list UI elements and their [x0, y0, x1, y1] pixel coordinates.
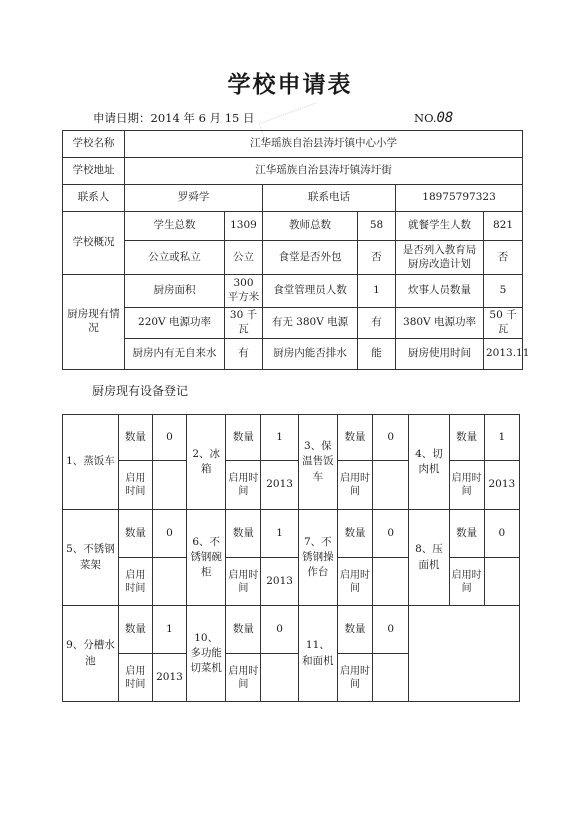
qty-label: 数量: [118, 510, 152, 558]
equipment-qty: 0: [152, 510, 186, 558]
row-school-name: [63, 131, 523, 158]
school-name-value: 江华瑶族自治县涛圩镇中心小学: [125, 131, 523, 158]
qty-label: 数量: [226, 606, 261, 654]
kitchen-used-label: 厨房使用时间: [396, 339, 484, 370]
form-number-value: 08: [436, 110, 454, 126]
equipment-date-used: 2013: [152, 654, 186, 702]
overview-label: 学校概况: [63, 212, 125, 275]
equipment-date-used: 2013: [261, 461, 298, 510]
students-value: 1309: [225, 212, 263, 241]
area-label: 厨房面积: [125, 275, 225, 308]
row-kitchen-3: [63, 339, 523, 370]
date-used-label: 启用时间: [118, 558, 152, 606]
equipment-qty: 0: [152, 415, 186, 461]
power-380-label: 380V 电源功率: [396, 308, 484, 339]
outsourced-label: 食堂是否外包: [263, 241, 358, 275]
form-number-label: NO.: [414, 111, 437, 125]
row-overview-1: [63, 212, 523, 241]
drainage-value: 能: [358, 339, 396, 370]
date-used-label: 启用时间: [449, 558, 484, 606]
has-380-label: 有无 380V 电源: [263, 308, 358, 339]
equipment-date-used: 2013: [261, 558, 298, 606]
equipment-date-used: [484, 558, 519, 606]
empty-cell: [409, 606, 520, 702]
date-used-label: 启用时间: [337, 654, 372, 702]
teachers-label: 教师总数: [263, 212, 358, 241]
school-address-label: 学校地址: [63, 158, 125, 185]
qty-label: 数量: [337, 606, 372, 654]
form-title: 学校申请表: [227, 72, 353, 98]
equipment-row-qty: [63, 415, 520, 461]
date-used-label: 启用时间: [337, 558, 372, 606]
managers-value: 1: [358, 275, 396, 308]
equipment-qty: 1: [152, 606, 186, 654]
equipment-name: 2、冰箱: [187, 415, 226, 510]
form-number: [414, 110, 453, 126]
row-kitchen-1: [63, 275, 523, 308]
qty-label: 数量: [226, 415, 261, 461]
date-used-label: 启用时间: [226, 461, 261, 510]
power-220-value: 30 千瓦: [225, 308, 263, 339]
equipment-qty: 0: [261, 606, 298, 654]
qty-label: 数量: [118, 606, 152, 654]
equipment-name: 3、保温售饭车: [298, 415, 337, 510]
school-info-table: [62, 130, 530, 370]
contact-value: 罗舜学: [125, 185, 263, 212]
equipment-row-qty: [63, 510, 520, 558]
school-address-value: 江华瑶族自治县涛圩镇涛圩街: [125, 158, 523, 185]
qty-label: 数量: [449, 415, 484, 461]
has-380-value: 有: [358, 308, 396, 339]
equipment-table: [62, 414, 520, 702]
tap-water-value: 有: [225, 339, 263, 370]
students-label: 学生总数: [125, 212, 225, 241]
qty-label: 数量: [226, 510, 261, 558]
equipment-name: 6、不锈钢碗柜: [187, 510, 226, 606]
equipment-date-used: [373, 654, 409, 702]
equipment-date-used: [373, 461, 409, 510]
managers-label: 食堂管理员人数: [263, 275, 358, 308]
area-value: 300 平方米: [225, 275, 263, 308]
type-label: 公立或私立: [125, 241, 225, 275]
dining-label: 就餐学生人数: [396, 212, 484, 241]
qty-label: 数量: [118, 415, 152, 461]
power-220-label: 220V 电源功率: [125, 308, 225, 339]
equipment-date-used: [152, 558, 186, 606]
equipment-date-used: [373, 558, 409, 606]
date-used-label: 启用时间: [337, 461, 372, 510]
qty-label: 数量: [337, 415, 372, 461]
type-value: 公立: [225, 241, 263, 275]
drainage-label: 厨房内能否排水: [263, 339, 358, 370]
equipment-name: 11、和面机: [298, 606, 337, 702]
date-used-label: 启用时间: [226, 654, 261, 702]
equipment-date-used: [152, 461, 186, 510]
date-used-label: 启用时间: [449, 461, 484, 510]
dining-value: 821: [484, 212, 523, 241]
date-used-label: 启用时间: [118, 461, 152, 510]
qty-label: 数量: [337, 510, 372, 558]
equipment-section-title: 厨房现有设备登记: [92, 384, 189, 398]
tap-water-label: 厨房内有无自来水: [125, 339, 225, 370]
date-used-label: 启用时间: [226, 558, 261, 606]
school-name-label: 学校名称: [63, 131, 125, 158]
power-380-value: 50 千瓦: [484, 308, 523, 339]
row-school-address: [63, 158, 523, 185]
equipment-qty: 1: [261, 510, 298, 558]
equipment-name: 5、不锈钢菜架: [63, 510, 119, 606]
equipment-name: 4、切肉机: [409, 415, 449, 510]
equipment-qty: 1: [261, 415, 298, 461]
phone-label: 联系电话: [263, 185, 396, 212]
kitchen-used-value: 2013.11: [484, 339, 523, 370]
equipment-name: 1、蒸饭车: [63, 415, 119, 510]
equipment-qty: 0: [373, 510, 409, 558]
kitchen-label: 厨房现有情况: [63, 275, 125, 370]
phone-value: 18975797323: [396, 185, 523, 212]
cooks-label: 炊事人员数量: [396, 275, 484, 308]
row-kitchen-2: [63, 308, 523, 339]
equipment-date-used: [261, 654, 298, 702]
application-date: 申请日期：2014 年 6 月 15 日: [93, 111, 255, 125]
equipment-qty: 0: [373, 606, 409, 654]
contact-label: 联系人: [63, 185, 125, 212]
row-overview-2: [63, 241, 523, 275]
equipment-qty: 0: [484, 510, 519, 558]
equipment-row-qty: [63, 606, 520, 654]
renovation-plan-value: 否: [484, 241, 523, 275]
row-contact: [63, 185, 523, 212]
equipment-row-date: [63, 461, 520, 510]
equipment-row-date: [63, 558, 520, 606]
renovation-plan-label: 是否列入教育局厨房改造计划: [396, 241, 484, 275]
equipment-qty: 1: [484, 415, 519, 461]
date-used-label: 启用时间: [118, 654, 152, 702]
equipment-name: 7、不锈钢操作台: [298, 510, 337, 606]
equipment-date-used: 2013: [484, 461, 519, 510]
teachers-value: 58: [358, 212, 396, 241]
cooks-value: 5: [484, 275, 523, 308]
outsourced-value: 否: [358, 241, 396, 275]
equipment-name: 10、多功能切菜机: [187, 606, 226, 702]
equipment-name: 8、压面机: [409, 510, 449, 606]
qty-label: 数量: [449, 510, 484, 558]
equipment-qty: 0: [373, 415, 409, 461]
equipment-name: 9、分槽水池: [63, 606, 119, 702]
